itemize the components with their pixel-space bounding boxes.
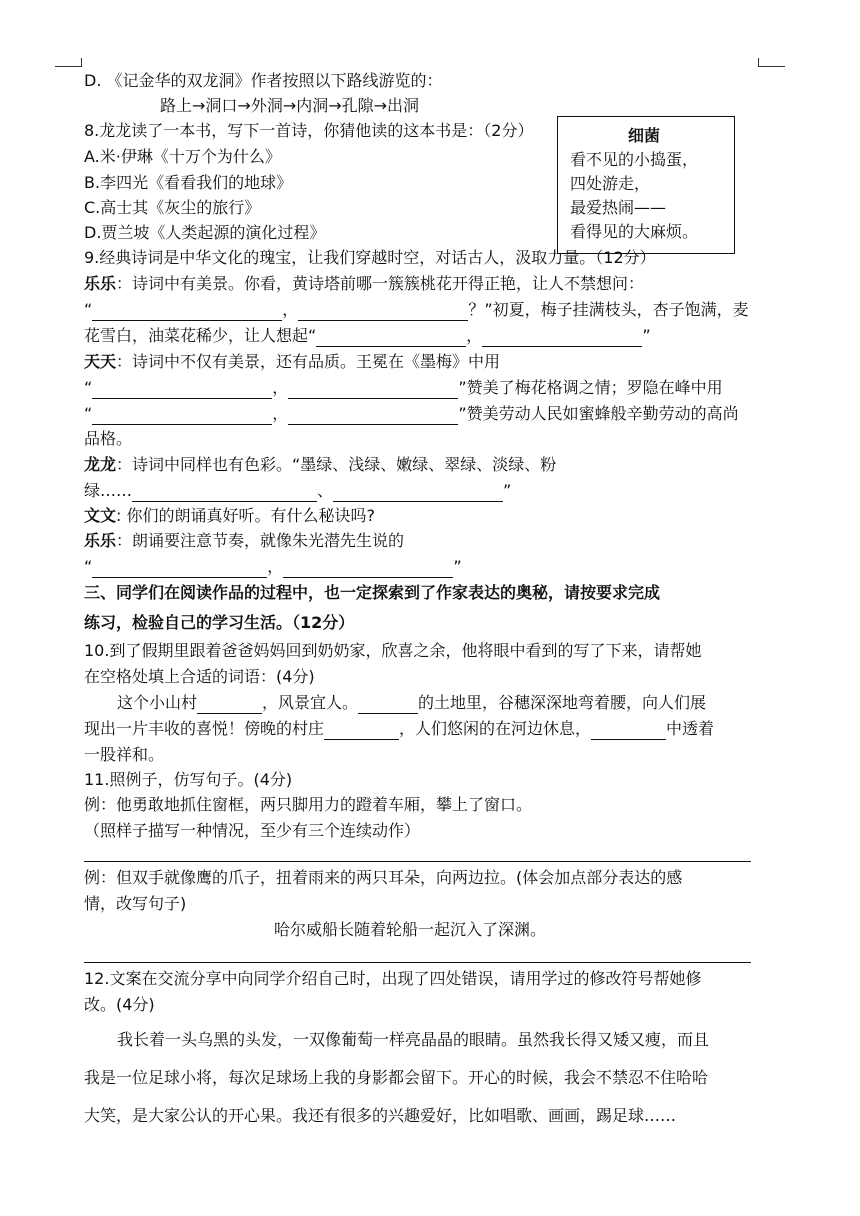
answer-blank[interactable] xyxy=(591,722,666,740)
q11-stem: 11.照例子，仿写句子。(4分) xyxy=(84,770,293,789)
poem-line: 看得见的大麻烦。 xyxy=(570,222,699,241)
poem-line: 最爱热闹—— xyxy=(570,198,667,217)
q11-example-1-note: （照样子描写一种情况，至少有三个连续动作） xyxy=(84,821,421,840)
speaker-lele: 乐乐 xyxy=(84,274,117,293)
answer-blank[interactable] xyxy=(197,696,262,714)
speaker-longlong: 龙龙 xyxy=(84,455,117,474)
section-3-heading: 三、同学们在阅读作品的过程中，也一定探索到了作家表达的奥秘，请按要求完成 xyxy=(84,583,661,602)
q9-line-2: “ ， ？”初夏，梅子挂满枝头，杏子饱满，麦 xyxy=(84,300,749,319)
longlong-text: ：诗词中同样也有色彩。“墨绿、浅绿、嫩绿、翠绿、淡绿、粉 xyxy=(116,455,557,474)
crop-mark-right xyxy=(758,58,785,67)
q12-stem-cont: 改。(4分) xyxy=(84,995,155,1014)
q8-stem: 8.龙龙读了一本书，写下一首诗，你猜他读的这本书是：（2分） xyxy=(84,121,534,140)
answer-blank[interactable] xyxy=(283,560,453,578)
answer-blank[interactable] xyxy=(92,381,272,399)
q10-passage-line-3: 一股祥和。 xyxy=(84,745,165,764)
q12-passage-line-1: 我长着一头乌黑的头发，一双像葡萄一样亮晶晶的眼睛。虽然我长得又矮又瘦，而且 xyxy=(117,1030,710,1049)
answer-blank[interactable] xyxy=(316,329,466,347)
answer-line[interactable] xyxy=(84,962,751,963)
answer-blank[interactable] xyxy=(482,329,642,347)
q11-example-1: 例：他勇敢地抓住窗框，两只脚用力的蹬着车厢，攀上了窗口。 xyxy=(84,795,533,814)
poem-box xyxy=(557,116,735,254)
answer-blank[interactable] xyxy=(333,484,503,502)
tiantian-text: ：诗词中不仅有美景，还有品质。王冕在《墨梅》中用 xyxy=(116,352,501,371)
q-d-option: D. 《记金华的双龙洞》作者按照以下路线游览的： xyxy=(84,71,443,90)
lele-text: ：诗词中有美景。你看，黄诗塔前哪一簇簇桃花开得正艳，让人不禁想问： xyxy=(116,274,645,293)
q12-passage-line-3: 大笑，是大家公认的开心果。我还有很多的兴趣爱好，比如唱歌、画画，踢足球…… xyxy=(84,1106,677,1125)
poem-title: 细菌 xyxy=(628,126,661,145)
q8-option-c: C.高士其《灰尘的旅行》 xyxy=(84,198,261,217)
q8-option-d: D.贾兰坡《人类起源的演化过程》 xyxy=(84,223,326,242)
q10-passage-line-2: 现出一片丰收的喜悦！傍晚的村庄 ，人们悠闲的在河边休息， 中透着 xyxy=(84,719,715,738)
answer-blank[interactable] xyxy=(92,560,267,578)
answer-blank[interactable] xyxy=(92,303,282,321)
answer-blank[interactable] xyxy=(288,407,458,425)
q9-line-3: 花雪白，油菜花稀少，让人想起“ ， ” xyxy=(84,326,651,345)
answer-blank[interactable] xyxy=(298,303,468,321)
answer-blank[interactable] xyxy=(288,381,458,399)
q11-example-2-sentence: 哈尔威船长随着轮船一起沉入了深渊。 xyxy=(274,920,547,939)
q9-wenwen-line xyxy=(84,505,375,527)
q9-line-6: “ ， ”赞美劳动人民如蜜蜂般辛勤劳动的高尚 xyxy=(84,404,739,423)
wenwen-text: : 你们的朗诵真好听。有什么秘诀吗? xyxy=(116,506,375,525)
poem-line: 看不见的小捣蛋， xyxy=(570,150,699,169)
q9-line-9: 绿…… 、 ” xyxy=(84,481,512,500)
q9-lele2-line xyxy=(84,530,404,552)
q9-stem: 9.经典诗词是中华文化的瑰宝，让我们穿越时空，对话古人，汲取力量。（12分） xyxy=(84,248,656,267)
q9-line-12: “ ， ” xyxy=(84,557,462,576)
q9-lele-line xyxy=(84,273,644,295)
answer-blank[interactable] xyxy=(132,484,317,502)
q8-option-b: B.李四光《看看我们的地球》 xyxy=(84,173,293,192)
crop-mark-left xyxy=(55,58,82,67)
q9-line-7: 品格。 xyxy=(84,429,133,448)
q12-stem: 12.文案在交流分享中向同学介绍自己时，出现了四处错误，请用学过的修改符号帮她修 xyxy=(84,969,702,988)
answer-blank[interactable] xyxy=(92,407,272,425)
q11-example-2: 例：但双手就像鹰的爪子，扭着雨来的两只耳朵，向两边拉。(体会加点部分表达的感 xyxy=(84,868,683,887)
speaker-tiantian: 天天 xyxy=(84,352,117,371)
answer-blank[interactable] xyxy=(324,722,399,740)
q12-passage-line-2: 我是一位足球小将，每次足球场上我的身影都会留下。开心的时候，我会不禁忍不住哈哈 xyxy=(84,1068,709,1087)
q9-tiantian-line xyxy=(84,351,500,373)
q10-passage-line-1: 这个小山村 ，风景宜人。 的土地里，谷穗深深地弯着腰，向人们展 xyxy=(117,693,707,712)
q10-stem: 10.到了假期里跟着爸爸妈妈回到奶奶家，欣喜之余，他将眼中看到的写了下来，请帮她 xyxy=(84,641,702,660)
speaker-lele: 乐乐 xyxy=(84,531,117,550)
answer-line[interactable] xyxy=(84,861,751,862)
poem-line: 四处游走， xyxy=(570,174,651,193)
q8-option-a: A.米·伊琳《十万个为什么》 xyxy=(84,147,281,166)
q11-example-2-cont: 情，改写句子) xyxy=(84,894,187,913)
q-d-route: 路上→洞口→外洞→内洞→孔隙→出洞 xyxy=(160,96,420,115)
q9-line-5: “ ， ”赞美了梅花格调之情；罗隐在峰中用 xyxy=(84,378,723,397)
q9-longlong-line xyxy=(84,454,556,476)
section-3-heading-cont: 练习，检验自己的学习生活。（12分） xyxy=(84,613,355,632)
lele2-text: ：朗诵要注意节奏，就像朱光潜先生说的 xyxy=(116,531,405,550)
q10-stem-cont: 在空格处填上合适的词语：(4分) xyxy=(84,667,315,686)
speaker-wenwen: 文文 xyxy=(84,506,117,525)
answer-blank[interactable] xyxy=(358,696,418,714)
